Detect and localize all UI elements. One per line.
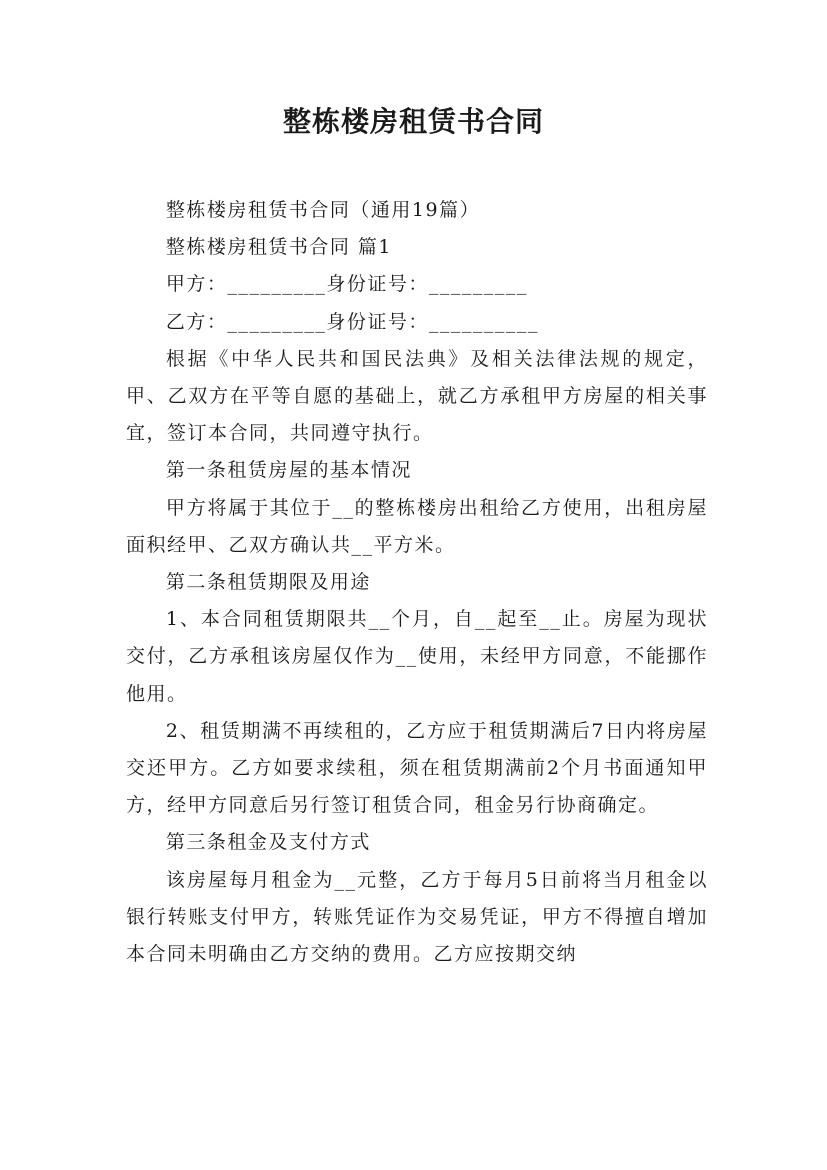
- article-3-heading: 第三条租金及支付方式: [165, 831, 371, 854]
- document-body: [126, 192, 708, 973]
- document-title: 整栋楼房租赁书合同: [282, 105, 544, 138]
- article-2-clause-2: 2、租赁期满不再续租的，乙方应于租赁期满后7日内将房屋交还甲方。乙方如要求续租，须在租赁期满前2个月书面通知甲方，经甲方同意后另行签订租赁合同，租金另行协商确定。: [126, 719, 708, 817]
- article-2-heading: 第二条租赁期限及用途: [165, 571, 371, 594]
- party-a-line: 甲方：_________身份证号：_________: [165, 273, 528, 296]
- article-1-paragraph: 甲方将属于其位于__的整栋楼房出租给乙方使用，出租房屋面积经甲、乙双方确认共__平方米。: [126, 496, 708, 556]
- article-3-paragraph: 该房屋每月租金为__元整，乙方于每月5日前将当月租金以银行转账支付甲方，转账凭证作为交易凭证，甲方不得擅自增加本合同未明确由乙方交纳的费用。乙方应按期交纳: [126, 868, 708, 966]
- article-2-clause-1: 1、本合同租赁期限共__个月，自__起至__止。房屋为现状交付，乙方承租该房屋仅作为__使用，未经甲方同意，不能挪作他用。: [126, 608, 708, 705]
- preamble-paragraph: 根据《中华人民共和国民法典》及相关法律法规的规定，甲、乙双方在平等自愿的基础上，就乙方承租甲方房屋的相关事宜，签订本合同，共同遵守执行。: [126, 347, 708, 445]
- contract-section-heading: 整栋楼房租赁书合同 篇1: [165, 236, 393, 259]
- contract-subtitle: 整栋楼房租赁书合同（通用19篇）: [165, 199, 481, 221]
- article-1-heading: 第一条租赁房屋的基本情况: [165, 459, 412, 482]
- party-b-line: 乙方：_________身份证号：__________: [165, 310, 539, 333]
